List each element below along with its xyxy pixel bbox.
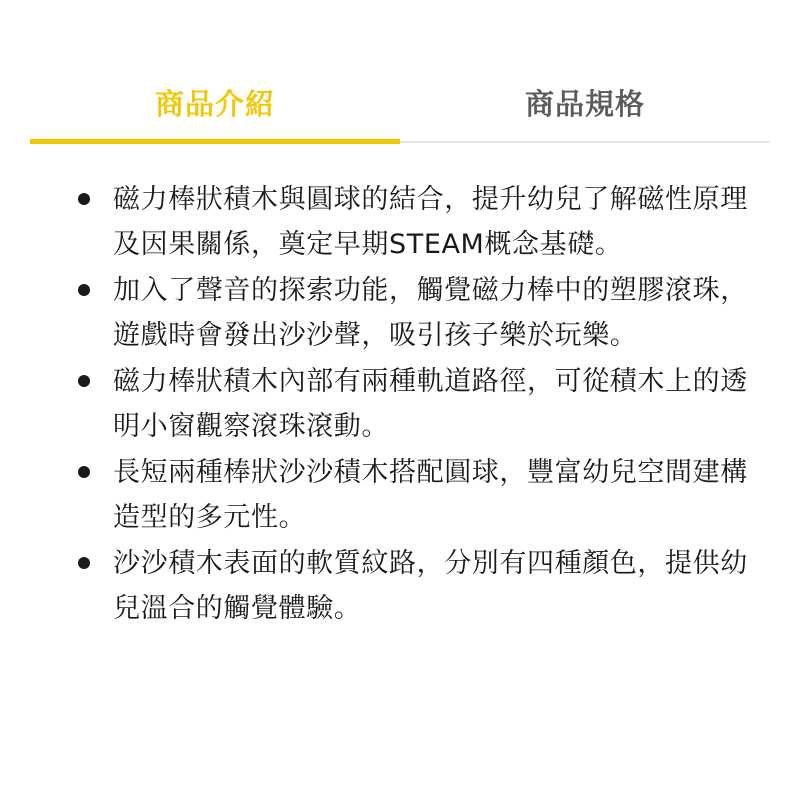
list-item-text: 磁力棒狀積木內部有兩種軌道路徑，可從積木上的透明小窗觀察滾珠滾動。 xyxy=(113,366,748,442)
bullet-dot-icon xyxy=(78,375,90,387)
list-item xyxy=(0,542,800,631)
product-tabs xyxy=(30,62,770,144)
tab-product-intro[interactable]: 商品介紹 xyxy=(154,86,275,121)
bullet-dot-icon xyxy=(78,193,90,205)
active-tab-indicator xyxy=(30,139,400,144)
list-item xyxy=(0,178,800,267)
list-item-text: 加入了聲音的探索功能，觸覺磁力棒中的塑膠滾珠，遊戲時會發出沙沙聲，吸引孩子樂於玩樂。 xyxy=(113,275,748,351)
list-item-text: 磁力棒狀積木與圓球的結合，提升幼兒了解磁性原理及因果關係，奠定早期STEAM概念基礎。 xyxy=(113,184,748,260)
bullet-dot-icon xyxy=(78,284,90,296)
list-item-text: 沙沙積木表面的軟質紋路，分別有四種顏色，提供幼兒溫合的觸覺體驗。 xyxy=(113,548,748,624)
list-item xyxy=(0,269,800,358)
tab-product-specs[interactable]: 商品規格 xyxy=(524,86,645,121)
bullet-dot-icon xyxy=(78,466,90,478)
list-item-text: 長短兩種棒狀沙沙積木搭配圓球，豐富幼兒空間建構造型的多元性。 xyxy=(113,457,748,533)
bullet-dot-icon xyxy=(78,557,90,569)
list-item xyxy=(0,451,800,540)
product-description-list xyxy=(0,178,800,633)
list-item xyxy=(0,360,800,449)
